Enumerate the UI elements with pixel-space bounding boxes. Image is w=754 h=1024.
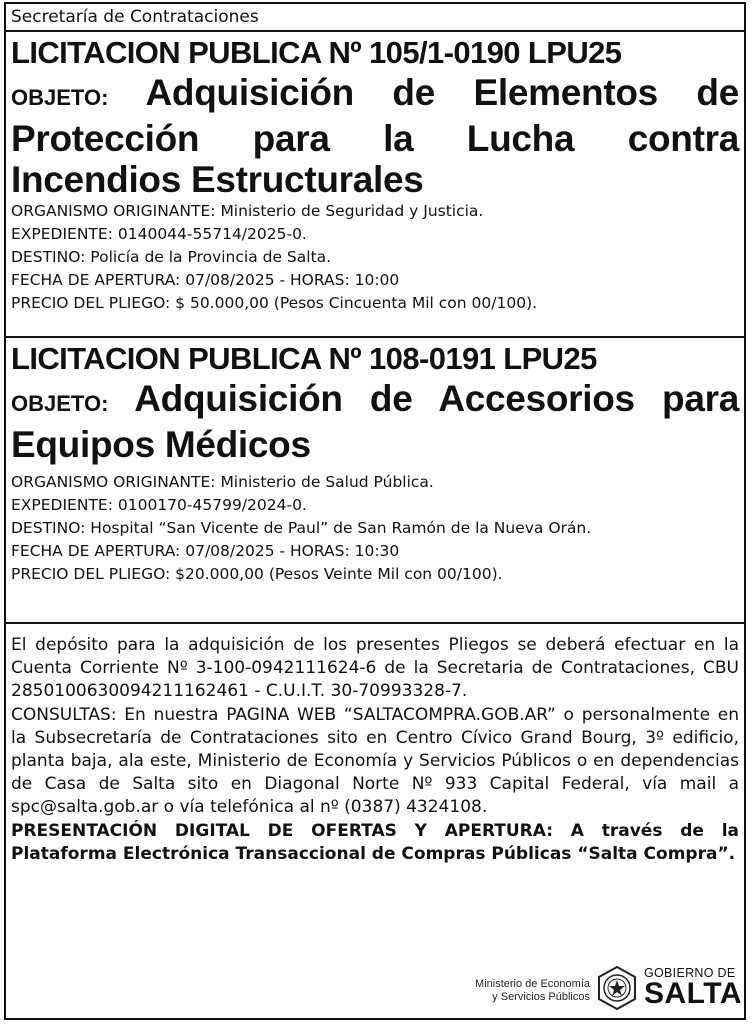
seal-icon xyxy=(596,966,638,1010)
tender-1-object-text: Adquisición de Elementos de Protección para la Lucha contra Incendios Estructurales xyxy=(11,72,739,200)
precio-label: PRECIO DEL PLIEGO: xyxy=(11,565,171,583)
tender-1-details xyxy=(11,200,739,315)
fecha-label: FECHA DE APERTURA: xyxy=(11,271,181,289)
notice-frame xyxy=(4,2,746,1020)
ministry-name xyxy=(440,978,590,1004)
tender-2-object xyxy=(11,378,739,465)
organismo-value: Ministerio de Salud Pública. xyxy=(220,473,434,491)
tender-2-organismo xyxy=(11,471,739,494)
tender-1-organismo xyxy=(11,200,739,223)
tender-1-destino xyxy=(11,246,739,269)
office-header: Secretaría de Contrataciones xyxy=(6,4,744,32)
tender-1-fecha xyxy=(11,269,739,292)
presentacion-paragraph: PRESENTACIÓN DIGITAL DE OFERTAS Y APERTURA: A través de la Plataforma Electrónica Transaccional de Compras Públicas “Salta Compra”. xyxy=(11,820,739,864)
precio-value: $20.000,00 (Pesos Veinte Mil con 00/100). xyxy=(175,565,503,583)
destino-value: Policía de la Provincia de Salta. xyxy=(90,248,332,266)
deposit-paragraph: El depósito para la adquisición de los presentes Pliegos se deberá efectuar en la Cuenta Corriente Nº 3-100-0942111624-6 de la Secretaria de Contrataciones, CBU 2850100630094211162461 - C.U.I.T. 30-70993328-7. xyxy=(11,635,739,702)
organismo-label: ORGANISMO ORIGINANTE: xyxy=(11,473,216,491)
tender-1-object xyxy=(11,72,739,200)
organismo-label: ORGANISMO ORIGINANTE: xyxy=(11,202,216,220)
organismo-value: Ministerio de Seguridad y Justicia. xyxy=(220,202,484,220)
fecha-label: FECHA DE APERTURA: xyxy=(11,542,181,560)
destino-label: DESTINO: xyxy=(11,519,86,537)
tender-1-section xyxy=(6,32,744,338)
tender-2-object-text: Adquisición de Accesorios para Equipos Médicos xyxy=(11,378,739,465)
precio-label: PRECIO DEL PLIEGO: xyxy=(11,294,171,312)
tender-1-expediente xyxy=(11,223,739,246)
tender-2-expediente xyxy=(11,494,739,517)
consultas-paragraph: CONSULTAS: En nuestra PAGINA WEB “SALTACOMPRA.GOB.AR” o personalmente en la Subsecretaría de Contrataciones sito en Centro Cívico Grand Bourg, 3º edificio, planta baja, ala este, Ministerio de Economía y Servicios Públicos o en dependencias de Casa de Salta sito en Diagonal Norte Nº 933 Capital Federal, vía mail a spc@salta.gob.ar o vía telefónica al nº (0387) 4324108. xyxy=(11,704,739,818)
tender-2-precio xyxy=(11,563,739,586)
fecha-value: 07/08/2025 - HORAS: 10:30 xyxy=(185,542,400,560)
tender-2-fecha xyxy=(11,540,739,563)
tender-2-title: LICITACION PUBLICA Nº 108-0191 LPU25 xyxy=(11,341,597,376)
expediente-value: 0100170-45799/2024-0. xyxy=(117,496,307,514)
tender-2-object-label: OBJETO: xyxy=(11,391,109,416)
tender-2-section xyxy=(6,338,744,624)
tender-2-details xyxy=(11,471,739,586)
expediente-label: EXPEDIENTE: xyxy=(11,496,113,514)
salta-label: SALTA xyxy=(644,977,743,1010)
fecha-value: 07/08/2025 - HORAS: 10:00 xyxy=(185,271,400,289)
government-logo xyxy=(440,960,743,1016)
precio-value: $ 50.000,00 (Pesos Cincuenta Mil con 00/100). xyxy=(175,294,538,312)
expediente-value: 0140044-55714/2025-0. xyxy=(117,225,307,243)
destino-value: Hospital “San Vicente de Paul” de San Ramón de la Nueva Orán. xyxy=(90,519,592,537)
ministry-line-2: y Servicios Públicos xyxy=(492,991,590,1003)
gobierno-label: GOBIERNO DE xyxy=(644,966,736,980)
general-info-body xyxy=(11,624,739,866)
destino-label: DESTINO: xyxy=(11,248,86,266)
tender-1-title: LICITACION PUBLICA Nº 105/1-0190 LPU25 xyxy=(11,35,622,70)
expediente-label: EXPEDIENTE: xyxy=(11,225,113,243)
tender-2-destino xyxy=(11,517,739,540)
tender-1-precio xyxy=(11,292,739,315)
ministry-line-1: Ministerio de Economía xyxy=(475,978,590,990)
tender-1-object-label: OBJETO: xyxy=(11,85,109,110)
